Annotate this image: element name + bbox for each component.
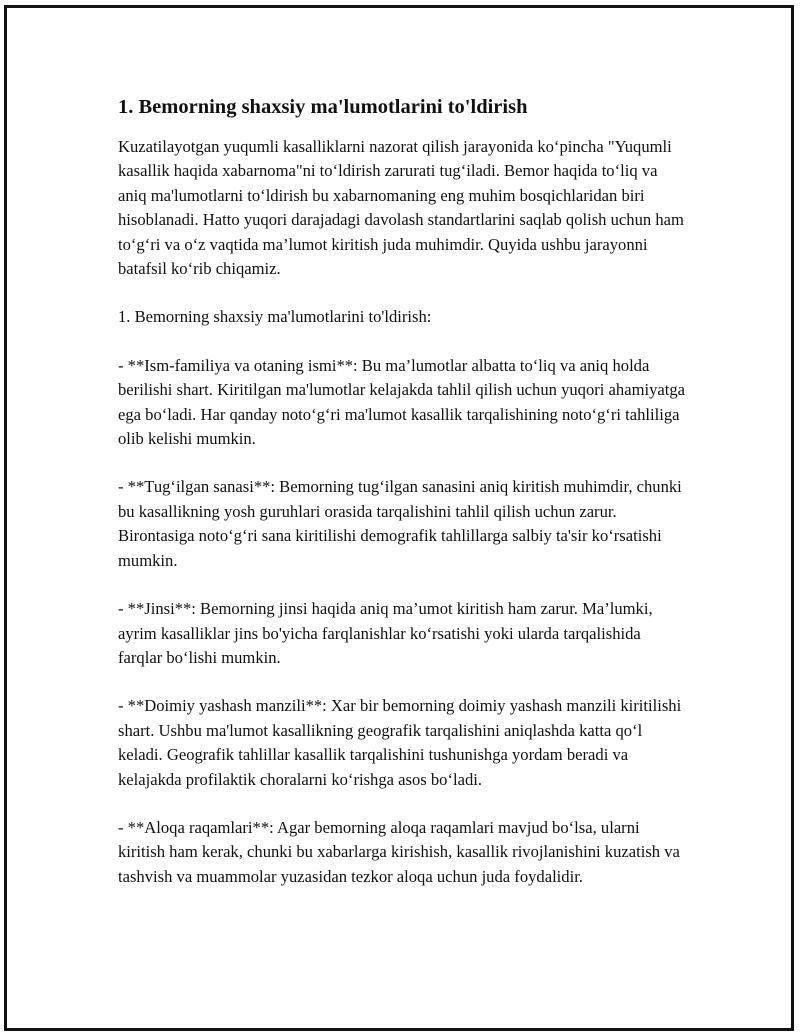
list-item-contacts: - **Aloqa raqamlari**: Agar bemorning aloqa raqamlari mavjud bo‘lsa, ularni kiritish ham kerak, chunki bu xabarlarga kirishish, kasallik rivojlanishini kuzatish va tashvish va muammolar yuzasidan tezkor aloqa uchun juda foydalidir.: [118, 817, 680, 886]
subsection-heading: 1. Bemorning shaxsiy ma'lumotlarini to'ldirish:: [118, 307, 432, 327]
intro-paragraph: Kuzatilayotgan yuqumli kasalliklarni nazorat qilish jarayonida ko‘pincha "Yuqumli kasallik haqida xabarnoma"ni to‘ldirish zarurati tug‘iladi. Bemor haqida to‘liq va aniq ma'lumotlarni to‘ldirish bu xabarnomaning eng muhim bosqichlaridan biri hisoblanadi. Hatto yuqori darajadagi davolash standartlarini saqlab qolish uchun ham to‘g‘ri va o‘z vaqtida ma’lumot kiritish juda muhimdir. Quyida ushbu jarayonni batafsil ko‘rib chiqamiz.: [118, 137, 684, 279]
list-item-gender: - **Jinsi**: Bemorning jinsi haqida aniq ma’umot kiritish ham zarur. Ma’lumki, ayrim kasalliklar jins bo'yicha farqlanishlar ko‘rsatishi yoki ularda tarqalishida farqlar bo‘lishi mumkin.: [118, 599, 653, 667]
list-item-birth-date: - **Tug‘ilgan sanasi**: Bemorning tug‘ilgan sanasini aniq kiritish muhimdir, chunki bu kasallikning yosh guruhlari orasida tarqalishini tahlil qilish uchun zarur. Birontasiga noto‘g‘ri sana kiritilishi demografik tahlillarga salbiy ta'sir ko‘rsatishi mumkin.: [118, 477, 682, 570]
list-item-address: - **Doimiy yashash manzili**: Xar bir bemorning doimiy yashash manzili kiritilishi shart. Ushbu ma'lumot kasallikning geografik tarqalishini aniqlashda katta qo‘l keladi. Geografik tahlillar kasallik tarqalishini tushunishga yordam beradi va kelajakda profilaktik choralarni ko‘rishga asos bo‘ladi.: [118, 696, 682, 789]
document-body: [118, 93, 688, 913]
section-heading: 1. Bemorning shaxsiy ma'lumotlarini to'ldirish: [118, 96, 528, 118]
list-item-full-name: - **Ism-familiya va otaning ismi**: Bu ma’lumotlar albatta to‘liq va aniq holda berilishi shart. Kiritilgan ma'lumotlar kelajakda tahlil qilish uchun yuqori ahamiyatga ega bo‘ladi. Har qanday noto‘g‘ri ma'lumot kasallik tarqalishining noto‘g‘ri tahliliga olib kelishi mumkin.: [118, 355, 686, 449]
